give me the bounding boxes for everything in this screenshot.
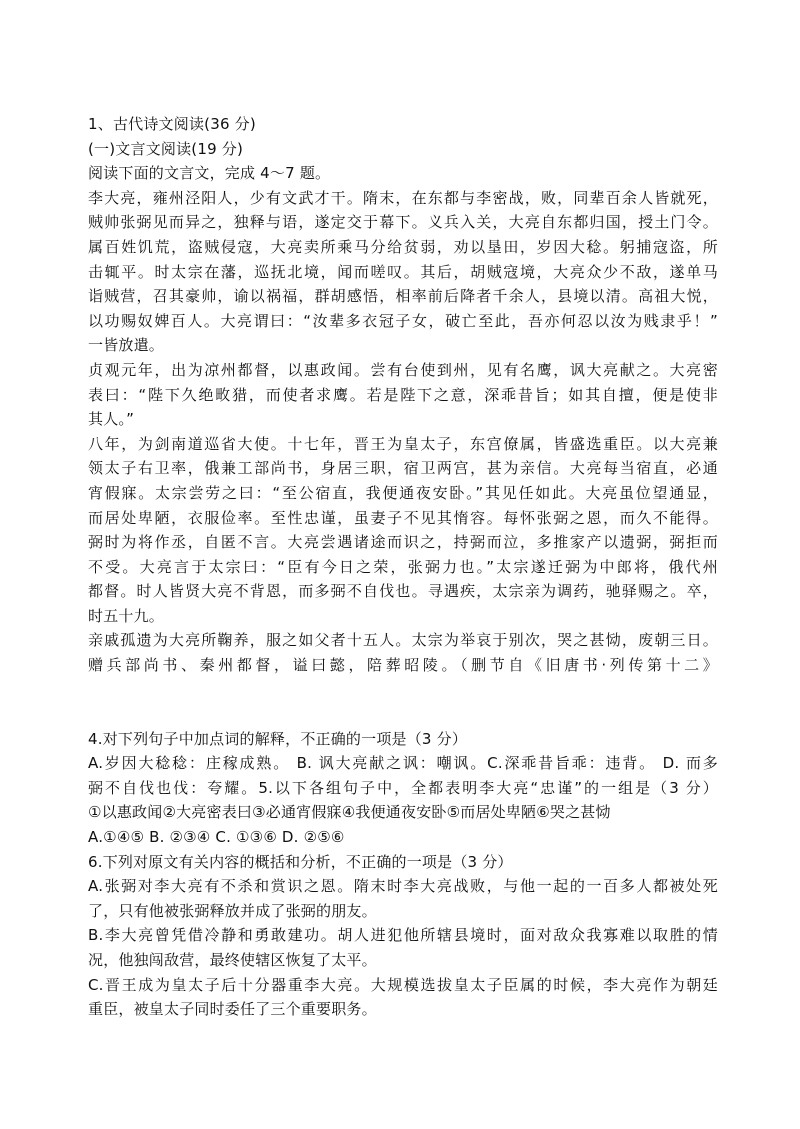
text-line: 八年，为剑南道巡省大使。十七年，晋王为皇太子，东宫僚属，皆盛选重臣。以大亮兼 bbox=[88, 434, 718, 453]
text-line: 诣贼营，召其豪帅，谕以祸福，群胡感悟，相率前后降者千余人，县境以清。高祖大悦， bbox=[88, 287, 718, 306]
reading-instruction: 阅读下面的文言文，完成 4～7 题。 bbox=[88, 164, 331, 183]
text-line: 领太子右卫率，俄兼工部尚书，身居三职，宿卫两宫，甚为亲信。大亮每当宿直，必通 bbox=[88, 459, 718, 478]
text-line: 李大亮，雍州泾阳人，少有文武才干。隋末，在东都与李密战，败，同辈百余人皆就死， bbox=[88, 188, 718, 207]
passage-paragraph-2 bbox=[88, 358, 718, 432]
question-line: 弼不自伐也伐：夸耀。5.以下各组句子中，全都表明李大亮“忠谨”的一组是（3 分） bbox=[88, 778, 718, 797]
question-line: 了，只有他被张弼释放并成了张弼的朋友。 bbox=[88, 901, 377, 920]
text-line: 其人。” bbox=[88, 410, 135, 429]
passage-paragraph-4 bbox=[88, 628, 718, 677]
text-line: 以功赐奴婢百人。大亮谓曰：“汝辈多衣冠子女，破亡至此，吾亦何忍以汝为贱隶乎！” bbox=[88, 311, 718, 330]
question-line: 6.下列对原文有关内容的概括和分析，不正确的一项是（3 分） bbox=[88, 852, 513, 871]
question-line: ①以惠政闻②大亮密表曰③必通宵假寐④我便通夜安卧⑤而居处卑陋⑥哭之甚恸 bbox=[88, 803, 611, 822]
text-line: 不受。大亮言于太宗曰：“臣有今日之荣，张弼力也。”太宗遂迁弼为中郎将，俄代州 bbox=[88, 557, 718, 576]
text-line: 弼时为将作丞，自匿不言。大亮尝遇诸途而识之，持弼而泣，多推家产以遗弼，弼拒而 bbox=[88, 533, 718, 552]
text-line: 击辄平。时太宗在藩，巡抚北境，闻而嗟叹。其后，胡贼寇境，大亮众少不敌，遂单马 bbox=[88, 262, 718, 281]
question-line: A.张弼对李大亮有不杀和赏识之恩。隋末时李大亮战败，与他一起的一百多人都被处死 bbox=[88, 877, 718, 896]
passage-paragraph-3 bbox=[88, 432, 718, 629]
question-line: 况，他独闯敌营，最终使辖区恢复了太平。 bbox=[88, 951, 377, 969]
text-line: 亲戚孤遗为大亮所鞠养，服之如父者十五人。太宗为举哀于别次，哭之甚恸，废朝三日。 bbox=[88, 631, 718, 650]
question-line: A.岁因大稔稔：庄稼成熟。 B. 讽大亮献之讽：嘲讽。C.深乖昔旨乖：违背。 D. 而多 bbox=[88, 754, 718, 773]
question-line: B.李大亮曾凭借冷静和勇敢建功。胡人进犯他所辖县境时，面对敌众我寡难以取胜的情 bbox=[88, 926, 718, 945]
questions-block bbox=[88, 727, 718, 1022]
text-line: 宵假寐。太宗尝劳之曰：“至公宿直，我便通夜安卧。”其见任如此。大亮虽位望通显， bbox=[88, 483, 718, 502]
question-line: A.①④⑤ B. ②③④ C. ①③⑥ D. ②⑤⑥ bbox=[88, 828, 345, 847]
text-line: 贼帅张弼见而异之，独释与语，遂定交于幕下。义兵入关，大亮自东都归国，授土门令。 bbox=[88, 213, 718, 232]
spacer bbox=[88, 678, 718, 727]
question-line: C.晋王成为皇太子后十分器重李大亮。大规模选拔皇太子臣属的时候，李大亮作为朝廷 bbox=[88, 975, 718, 994]
text-line: 都督。时人皆贤大亮不背恩，而多弼不自伐也。寻遇疾，太宗亲为调药，驰驿赐之。卒， bbox=[88, 582, 718, 601]
document-page bbox=[88, 112, 718, 1022]
section-title: 1、古代诗文阅读(36 分) bbox=[88, 115, 256, 133]
text-line: 时五十九。 bbox=[88, 606, 165, 625]
subsection-title: (一)文言文阅读(19 分) bbox=[88, 139, 244, 158]
text-line: 表曰：“陛下久绝畋猎，而使者求鹰。若是陛下之意，深乖昔旨；如其自擅，便是使非 bbox=[88, 385, 718, 404]
question-line: 4.对下列句子中加点词的解释，不正确的一项是（3 分） bbox=[88, 729, 468, 748]
text-line: 属百姓饥荒，盗贼侵寇，大亮卖所乘马分给贫弱，劝以垦田，岁因大稔。躬捕寇盗，所 bbox=[88, 237, 718, 256]
text-line: 一皆放遣。 bbox=[88, 336, 165, 355]
question-line: 重臣，被皇太子同时委任了三个重要职务。 bbox=[88, 1000, 377, 1019]
text-line: 贞观元年，出为凉州都督，以惠政闻。尝有台使到州，见有名鹰，讽大亮献之。大亮密 bbox=[88, 360, 718, 379]
text-line: 而居处卑陋，衣服俭率。至性忠谨，虽妻子不见其惰容。每怀张弼之恩，而久不能得。 bbox=[88, 508, 718, 527]
text-line: 赠兵部尚书、秦州都督，谥曰懿，陪葬昭陵。（删节自《旧唐书·列传第十二》 bbox=[88, 656, 718, 675]
passage-paragraph-1 bbox=[88, 186, 718, 358]
